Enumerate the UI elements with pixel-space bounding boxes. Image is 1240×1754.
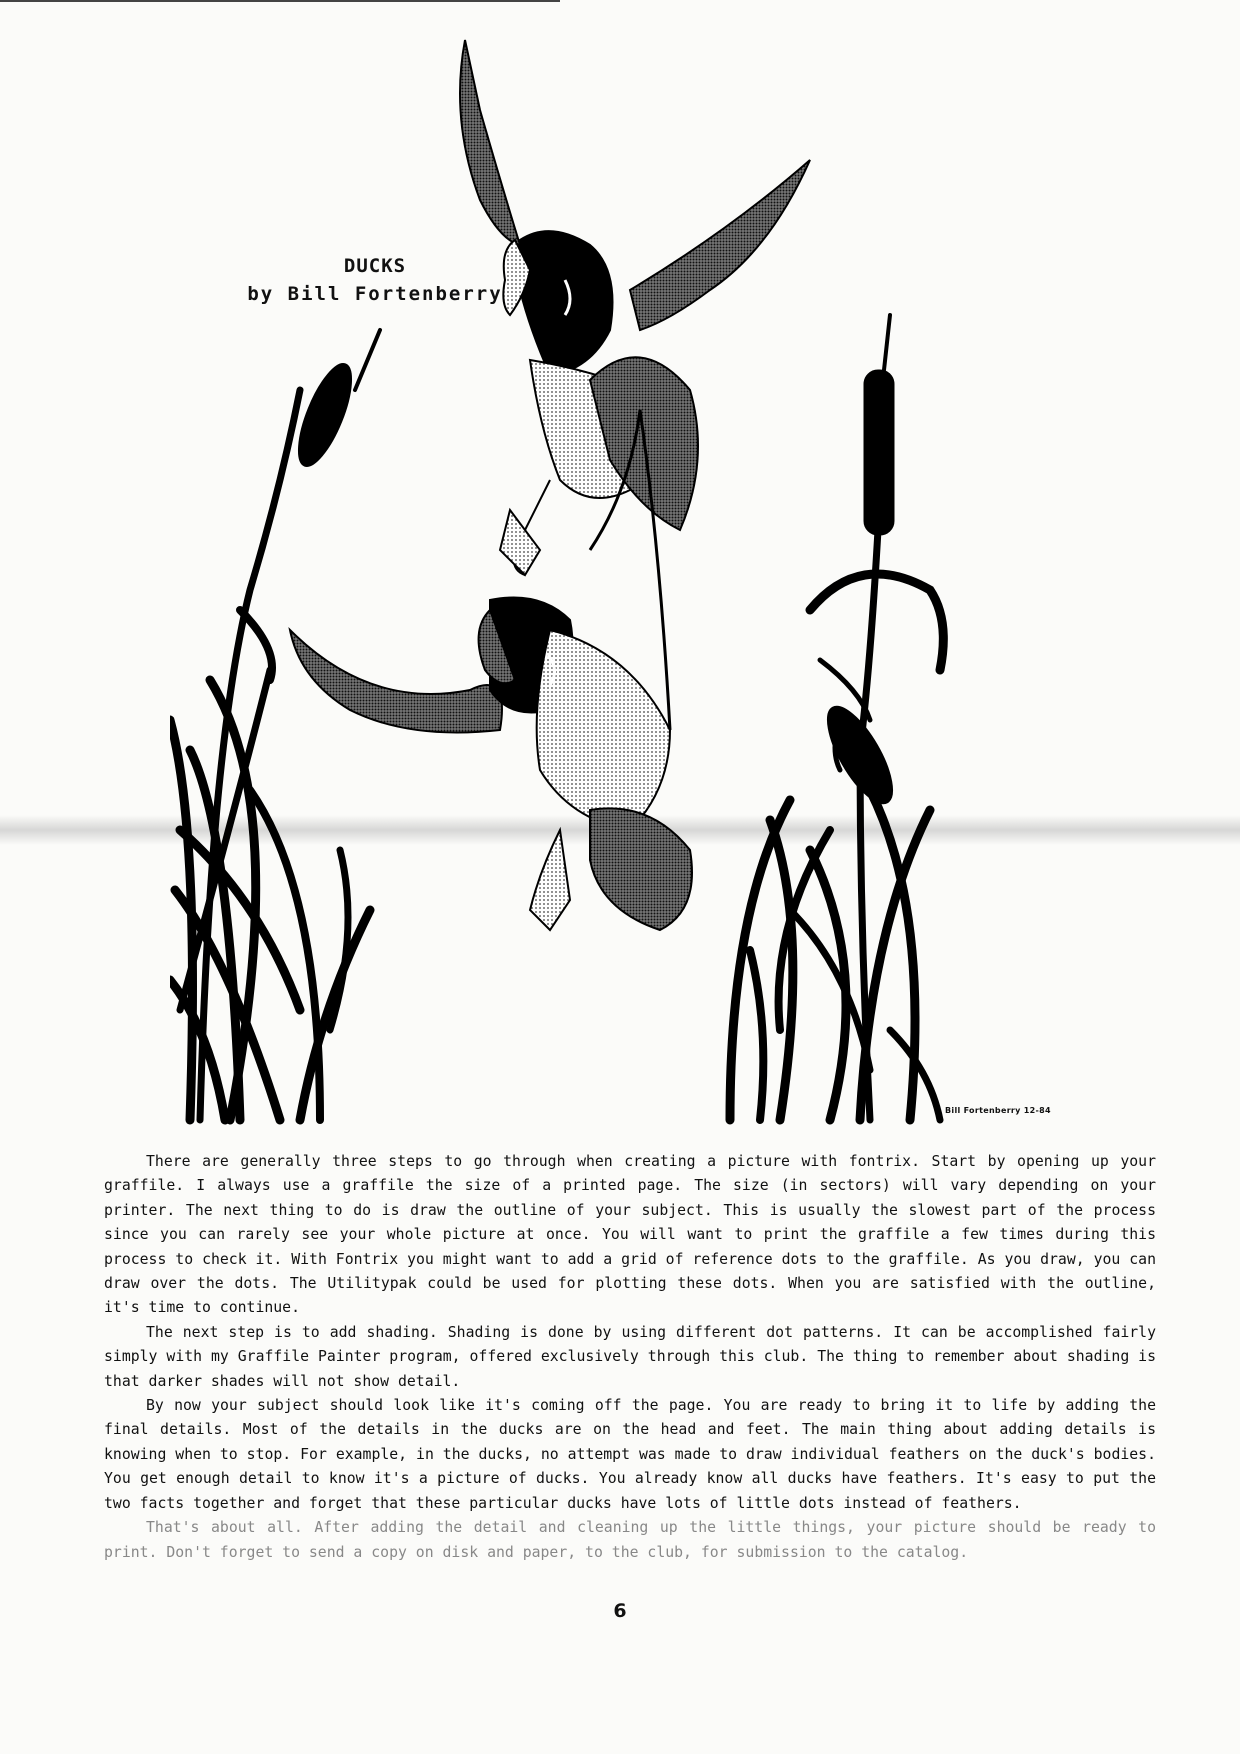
page-top-edge	[0, 0, 560, 2]
article-title-block	[240, 252, 510, 308]
article-title: DUCKS	[343, 255, 407, 277]
left-cattails	[170, 330, 380, 1120]
artist-signature: Bill Fortenberry 12-84	[945, 1106, 1051, 1115]
upper-duck	[460, 40, 810, 575]
right-cattails	[730, 315, 943, 1120]
paragraph-1: There are generally three steps to go through when creating a picture with fontrix. Start by opening up your graffile. I always use a graffile the size of a printed page. The size (in sectors) will vary depending on your printer. The next thing to do is draw the outline of your subject. This is usually the slowest part of the process since you can rarely see your whole picture at once. You will want to print the graffile a few times during this process to check it. With Fontrix you might want to add a grid of reference dots to the graffile. As you draw, you can draw over the dots. The Utilitypak could be used for plotting these dots. When you are satisfied with the outline, it's time to continue.	[104, 1153, 1156, 1317]
paragraph-3: By now your subject should look like it's coming off the page. You are ready to bring it to life by adding the final details. Most of the details in the ducks are on the head and feet. The main thing about adding details is knowing when to stop. For example, in the ducks, no attempt was made to draw individual feathers on the duck's bodies. You get enough detail to know it's a picture of ducks. You already know all ducks have feathers. It's easy to put the two facts together and forget that these particular ducks have lots of little dots instead of feathers.	[104, 1397, 1156, 1512]
ducks-illustration	[170, 30, 1070, 1130]
article-author: by Bill Fortenberry	[247, 283, 503, 305]
paragraph-2: The next step is to add shading. Shading is done by using different dot patterns. It can be accomplished fairly simply with my Graffile Painter program, offered exclusively through this club. The thing to remember about shading is that darker shades will not show detail.	[104, 1323, 1156, 1390]
page-number: 6	[613, 1600, 627, 1622]
paragraph-4: That's about all. After adding the detail and cleaning up the little things, your picture should be ready to print. Don't forget to send a copy on disk and paper, to the club, for submission to the catalog.	[104, 1519, 1156, 1561]
article-body	[104, 1150, 1156, 1565]
